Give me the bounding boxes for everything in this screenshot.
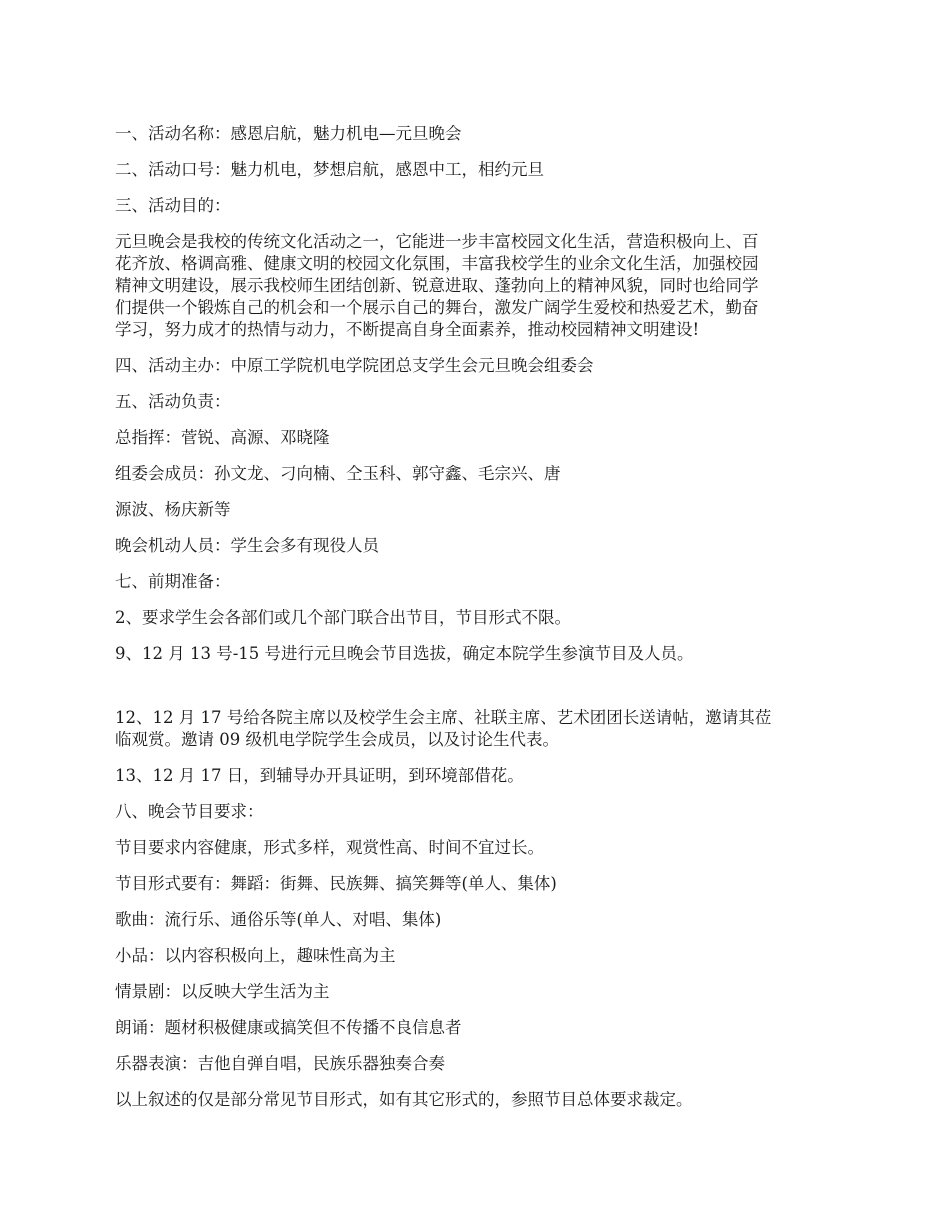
purpose-paragraph [115,231,840,341]
committee-line: 组委会成员：孙文龙、刁向楠、仝玉科、郭守鑫、毛宗兴、唐 [115,464,561,483]
document-body [115,123,840,1125]
program-form-song: 歌曲：流行乐、通俗乐等(单人、对唱、集体) [115,910,442,929]
preparation-heading: 七、前期准备： [115,572,231,591]
activity-slogan-line: 二、活动口号：魅力机电，梦想启航，感恩中工，相约元旦 [115,160,544,179]
program-form-note: 以上叙述的仅是部分常见节目形式，如有其它形式的，参照节目总体要求裁定。 [115,1090,693,1109]
prep-item-12-line-2: 临观赏。邀请 09 级机电学院学生会成员，以及讨论生代表。 [115,730,559,749]
prep-item-9: 9、12 月 13 号-15 号进行元旦晚会节目选拔，确定本院学生参演节目及人员。 [115,644,694,663]
blank-gap [115,679,840,707]
prep-item-12-line-1: 12、12 月 17 号给各院主席以及校学生会主席、社联主席、艺术团团长送请帖，邀请其莅 [115,708,772,727]
committee-line-cont: 源波、杨庆新等 [115,500,231,519]
program-form-skit: 小品：以内容积极向上，趣味性高为主 [115,946,396,965]
activity-name-line: 一、活动名称：感恩启航，魅力机电—元旦晚会 [115,124,462,143]
purpose-line-2: 花齐放、格调高雅、健康文明的校园文化氛围，丰富我校学生的业余文化生活，加强校园 [115,254,759,273]
organizer-line: 四、活动主办：中原工学院机电学院团总支学生会元旦晚会组委会 [115,356,594,375]
staff-line: 晚会机动人员：学生会多有现役人员 [115,536,379,555]
purpose-line-1: 元旦晚会是我校的传统文化活动之一，它能进一步丰富校园文化生活，营造积极向上、百 [115,232,759,251]
program-form-drama: 情景剧：以反映大学生活为主 [115,982,330,1001]
prep-item-13: 13、12 月 17 日，到辅导办开具证明，到环境部借花。 [115,766,524,785]
program-form-instrument: 乐器表演：吉他自弹自唱，民族乐器独奏合奏 [115,1054,445,1073]
purpose-line-5: 学习，努力成才的热情与动力，不断提高自身全面素养，推动校园精神文明建设! [115,320,700,339]
purpose-line-3: 精神文明建设，展示我校师生团结创新、锐意进取、蓬勃向上的精神风貌，同时也给同学 [115,276,759,295]
program-requirements-heading: 八、晚会节目要求： [115,802,264,821]
program-form-dance: 节目形式要有：舞蹈：街舞、民族舞、搞笑舞等(单人、集体) [115,874,557,893]
program-requirement-general: 节目要求内容健康，形式多样，观赏性高、时间不宜过长。 [115,838,544,857]
prep-item-12 [115,707,840,751]
responsible-heading: 五、活动负责： [115,392,231,411]
director-line: 总指挥：菅锐、高源、邓晓隆 [115,428,330,447]
program-form-recitation: 朗诵：题材积极健康或搞笑但不传播不良信息者 [115,1018,462,1037]
activity-purpose-heading: 三、活动目的： [115,196,231,215]
purpose-line-4: 们提供一个锻炼自己的机会和一个展示自己的舞台，激发广阔学生爱校和热爱艺术，勤奋 [115,298,759,317]
prep-item-2: 2、要求学生会各部们或几个部门联合出节目，节目形式不限。 [115,608,571,627]
